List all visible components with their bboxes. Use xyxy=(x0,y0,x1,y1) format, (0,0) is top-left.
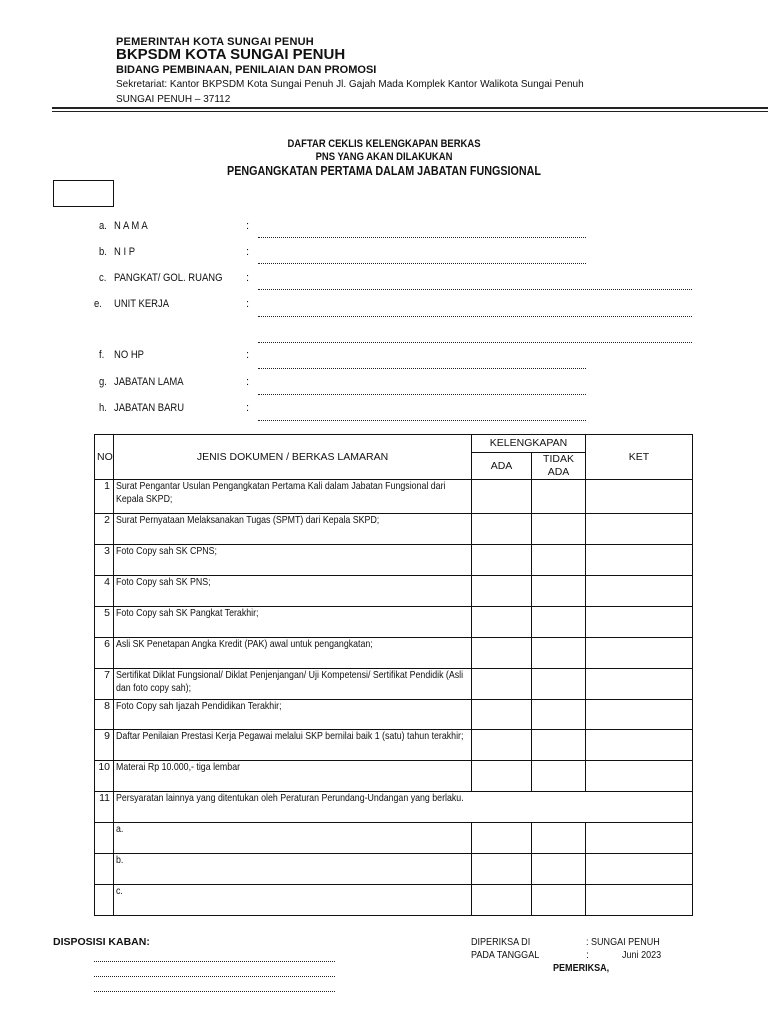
row-document xyxy=(114,480,472,514)
field-colon: : xyxy=(246,376,250,388)
check-ada[interactable] xyxy=(472,514,532,545)
row-number: 10 xyxy=(95,761,114,792)
ket-cell[interactable] xyxy=(586,480,693,514)
row-document xyxy=(114,514,472,545)
field-label: JABATAN LAMA xyxy=(114,376,184,388)
ket-cell[interactable] xyxy=(586,545,693,576)
header-postal: SUNGAI PENUH – 37112 xyxy=(116,94,231,105)
tanggal-value xyxy=(622,949,668,961)
ket-cell[interactable] xyxy=(586,638,693,669)
table-row xyxy=(95,576,693,607)
field-letter: e. xyxy=(94,298,102,310)
field-nama-line[interactable] xyxy=(258,237,586,238)
column-header-ada: ADA xyxy=(472,453,532,480)
ket-cell[interactable] xyxy=(586,854,693,885)
check-ada[interactable] xyxy=(472,545,532,576)
disposisi-line-2[interactable] xyxy=(94,976,335,977)
check-tidak-ada[interactable] xyxy=(532,761,586,792)
table-row xyxy=(95,792,693,823)
ket-cell[interactable] xyxy=(586,700,693,730)
check-ada[interactable] xyxy=(472,638,532,669)
tanggal-colon: : xyxy=(586,949,589,961)
field-nip-line[interactable] xyxy=(258,263,586,264)
check-ada[interactable] xyxy=(472,761,532,792)
row-document xyxy=(114,761,472,792)
row-number: 4 xyxy=(95,576,114,607)
check-tidak-ada[interactable] xyxy=(532,514,586,545)
column-header-ket: KET xyxy=(586,435,693,480)
row-number: 3 xyxy=(95,545,114,576)
header-rule-thin xyxy=(52,111,768,112)
check-tidak-ada[interactable] xyxy=(532,545,586,576)
header-rule-thick xyxy=(52,107,768,109)
field-pangkat-line[interactable] xyxy=(258,289,692,290)
checklist-table xyxy=(94,434,693,916)
header-division: BIDANG PEMBINAAN, PENILAIAN DAN PROMOSI xyxy=(116,64,377,76)
header-government: PEMERINTAH KOTA SUNGAI PENUH xyxy=(116,36,314,48)
tanggal-label-text: PADA TANGGAL xyxy=(471,949,540,961)
column-header-document: JENIS DOKUMEN / BERKAS LAMARAN xyxy=(114,435,472,480)
field-colon: : xyxy=(246,246,250,258)
column-header-tidak-ada: TIDAK ADA xyxy=(532,453,586,480)
row-document xyxy=(114,607,472,638)
check-ada[interactable] xyxy=(472,576,532,607)
diperiksa-label xyxy=(471,936,540,948)
header-address: Sekretariat: Kantor BKPSDM Kota Sungai Penuh Jl. Gajah Mada Komplek Kantor Walikota Sungai Penuh xyxy=(116,79,584,90)
doc-title-1: DAFTAR CEKLIS KELENGKAPAN BERKAS xyxy=(287,138,481,150)
header-agency: BKPSDM KOTA SUNGAI PENUH xyxy=(116,46,346,63)
field-colon: : xyxy=(246,220,250,232)
table-row xyxy=(95,885,693,916)
diperiksa-value-text: : SUNGAI PENUH xyxy=(586,936,660,948)
row-number: 11 xyxy=(95,792,114,823)
table-row xyxy=(95,823,693,854)
ket-cell[interactable] xyxy=(586,607,693,638)
check-tidak-ada[interactable] xyxy=(532,576,586,607)
row-number: 7 xyxy=(95,669,114,700)
row-document xyxy=(114,854,472,885)
row-document-text: Foto Copy sah Ijazah Pendidikan Terakhir; xyxy=(116,700,282,712)
row-number: 1 xyxy=(95,480,114,514)
doc-title-2: PNS YANG AKAN DILAKUKAN xyxy=(315,151,453,163)
row-document-text: Surat Pernyataan Melaksanakan Tugas (SPMT) dari Kepala SKPD; xyxy=(116,514,380,526)
ket-cell[interactable] xyxy=(586,761,693,792)
row-document xyxy=(114,700,472,730)
field-letter: f. xyxy=(99,349,105,361)
ket-cell[interactable] xyxy=(586,730,693,761)
check-tidak-ada[interactable] xyxy=(532,638,586,669)
ket-cell[interactable] xyxy=(586,823,693,854)
field-colon: : xyxy=(246,272,250,284)
field-label: UNIT KERJA xyxy=(114,298,170,310)
field-jabatan-lama-line[interactable] xyxy=(258,394,586,395)
row-number xyxy=(95,854,114,885)
check-tidak-ada[interactable] xyxy=(532,700,586,730)
row-document-text: Asli SK Penetapan Angka Kredit (PAK) awal untuk pengangkatan; xyxy=(116,638,373,650)
check-ada[interactable] xyxy=(472,885,532,916)
check-ada[interactable] xyxy=(472,607,532,638)
row-document-text: Materai Rp 10.000,- tiga lembar xyxy=(116,761,241,773)
field-label: PANGKAT/ GOL. RUANG xyxy=(114,272,223,284)
row-number: 8 xyxy=(95,700,114,730)
field-letter: g. xyxy=(99,376,107,388)
row-number: 5 xyxy=(95,607,114,638)
row-document-text: Surat Pengantar Usulan Pengangkatan Pertama Kali dalam Jabatan Fungsional dari Kepala SKPD; xyxy=(116,480,446,505)
row-document xyxy=(114,885,472,916)
diperiksa-label-text: DIPERIKSA DI xyxy=(471,936,531,948)
row-document xyxy=(114,823,472,854)
check-tidak-ada[interactable] xyxy=(532,730,586,761)
ket-cell[interactable] xyxy=(586,885,693,916)
doc-title-3: PENGANGKATAN PERTAMA DALAM JABATAN FUNGSIONAL xyxy=(227,164,541,178)
table-row xyxy=(95,638,693,669)
field-unit-kerja-line-1[interactable] xyxy=(258,316,692,317)
row-document-text: b. xyxy=(116,854,124,866)
row-document-text: Persyaratan lainnya yang ditentukan oleh Peraturan Perundang-Undangan yang berlaku. xyxy=(116,792,464,804)
field-letter: c. xyxy=(99,272,107,284)
table-row xyxy=(95,700,693,730)
column-header-no: NO xyxy=(95,435,114,480)
column-header-kelengkapan: KELENGKAPAN xyxy=(472,435,586,453)
table-row xyxy=(95,761,693,792)
table-row xyxy=(95,480,693,514)
check-ada[interactable] xyxy=(472,669,532,700)
row-document-text: a. xyxy=(116,823,124,835)
pemeriksa-label xyxy=(553,962,618,974)
row-number: 2 xyxy=(95,514,114,545)
check-ada[interactable] xyxy=(472,480,532,514)
field-unit-kerja-line-2[interactable] xyxy=(258,342,692,343)
check-ada[interactable] xyxy=(472,700,532,730)
ket-cell[interactable] xyxy=(586,669,693,700)
field-label: N A M A xyxy=(114,220,148,232)
check-ada[interactable] xyxy=(472,730,532,761)
disposisi-line-3[interactable] xyxy=(94,991,335,992)
row-number: 9 xyxy=(95,730,114,761)
pemeriksa-label-text: PEMERIKSA, xyxy=(553,962,610,974)
table-row xyxy=(95,854,693,885)
field-letter: b. xyxy=(99,246,107,258)
row-document xyxy=(114,792,693,823)
field-label: NO HP xyxy=(114,349,144,361)
row-document-text: c. xyxy=(116,885,123,897)
check-tidak-ada[interactable] xyxy=(532,885,586,916)
check-tidak-ada[interactable] xyxy=(532,854,586,885)
number-box xyxy=(53,180,114,207)
row-document-text: Sertifikat Diklat Fungsional/ Diklat Penjenjangan/ Uji Kompetensi/ Sertifikat Pendidik (Asli dan foto copy sah); xyxy=(116,669,464,694)
field-no-hp-line[interactable] xyxy=(258,368,586,369)
row-number xyxy=(95,885,114,916)
diperiksa-value xyxy=(586,936,672,948)
check-tidak-ada[interactable] xyxy=(532,823,586,854)
row-document-text: Foto Copy sah SK PNS; xyxy=(116,576,211,588)
ket-cell[interactable] xyxy=(586,514,693,545)
table-row xyxy=(95,669,693,700)
check-ada[interactable] xyxy=(472,823,532,854)
table-row xyxy=(95,545,693,576)
ket-cell[interactable] xyxy=(586,576,693,607)
table-row xyxy=(95,514,693,545)
row-document-text: Foto Copy sah SK CPNS; xyxy=(116,545,217,557)
row-number xyxy=(95,823,114,854)
row-document xyxy=(114,669,472,700)
check-ada[interactable] xyxy=(472,854,532,885)
row-number: 6 xyxy=(95,638,114,669)
disposisi-line-1[interactable] xyxy=(94,961,335,962)
row-document xyxy=(114,545,472,576)
row-document-text: Daftar Penilaian Prestasi Kerja Pegawai melalui SKP bernilai baik 1 (satu) tahun terakhir; xyxy=(116,730,464,742)
table-row xyxy=(95,607,693,638)
row-document xyxy=(114,730,472,761)
field-label: N I P xyxy=(114,246,136,258)
disposisi-label: DISPOSISI KABAN: xyxy=(53,936,150,948)
row-document xyxy=(114,576,472,607)
check-tidak-ada[interactable] xyxy=(532,480,586,514)
row-document-text: Foto Copy sah SK Pangkat Terakhir; xyxy=(116,607,259,619)
tanggal-value-text: Juni 2023 xyxy=(622,949,662,961)
row-document xyxy=(114,638,472,669)
check-tidak-ada[interactable] xyxy=(532,607,586,638)
check-tidak-ada[interactable] xyxy=(532,669,586,700)
field-letter: h. xyxy=(99,402,107,414)
field-colon: : xyxy=(246,298,250,310)
field-label: JABATAN BARU xyxy=(114,402,185,414)
field-colon: : xyxy=(246,349,250,361)
tanggal-label xyxy=(471,949,550,961)
field-jabatan-baru-line[interactable] xyxy=(258,420,586,421)
table-row xyxy=(95,730,693,761)
field-colon: : xyxy=(246,402,250,414)
field-letter: a. xyxy=(99,220,107,232)
